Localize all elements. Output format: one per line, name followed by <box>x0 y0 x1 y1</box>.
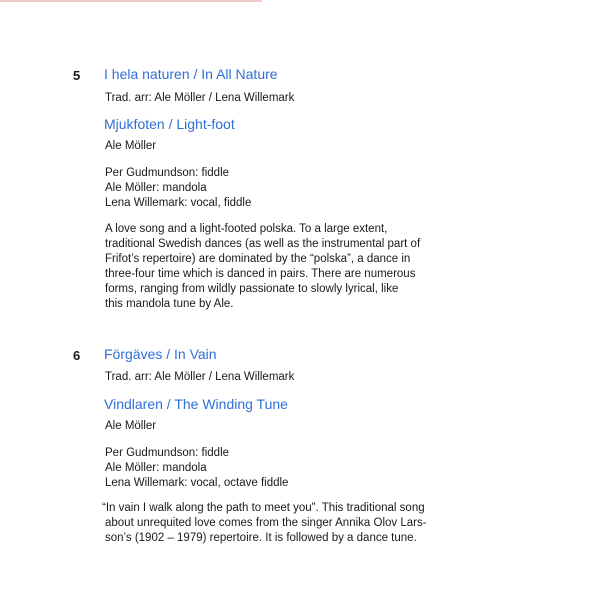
performer-item: Per Gudmundson: fiddle <box>105 447 230 459</box>
description-line: traditional Swedish dances (as well as the instrumental part of <box>105 238 421 250</box>
track-number: 6 <box>73 348 81 363</box>
performer-item: Lena Willemark: vocal, octave fiddle <box>105 477 289 489</box>
track-composer: Ale Möller <box>105 140 157 152</box>
description-line: A love song and a light-footed polska. To a large extent, <box>105 223 388 235</box>
track-arrangement: Trad. arr: Ale Möller / Lena Willemark <box>105 92 295 104</box>
description-line: “In vain I walk along the path to meet you”. This traditional song <box>102 502 425 514</box>
track-description <box>105 222 420 312</box>
performer-item: Ale Möller: mandola <box>105 182 207 194</box>
track-arrangement: Trad. arr: Ale Möller / Lena Willemark <box>105 371 295 383</box>
description-line: forms, ranging from wildly passionate to slowly lyrical, like <box>105 283 399 295</box>
track-number: 5 <box>73 68 81 83</box>
track-title: Förgäves / In Vain <box>104 346 217 362</box>
performer-item: Per Gudmundson: fiddle <box>105 167 230 179</box>
top-rule <box>0 0 262 2</box>
description-line: three-four time which is danced in pairs. There are numerous <box>105 268 416 280</box>
track-composer: Ale Möller <box>105 420 157 432</box>
performer-item: Lena Willemark: vocal, fiddle <box>105 197 252 209</box>
description-line: this mandola tune by Ale. <box>105 298 234 310</box>
track-subtitle: Vindlaren / The Winding Tune <box>104 396 288 412</box>
track-subtitle: Mjukfoten / Light-foot <box>104 116 235 132</box>
track-title: I hela naturen / In All Nature <box>104 66 278 82</box>
description-line: Frifot’s repertoire) are dominated by the “polska”, a dance in <box>105 253 411 265</box>
track-description <box>102 501 427 546</box>
description-line: son’s (1902 – 1979) repertoire. It is followed by a dance tune. <box>105 532 417 544</box>
description-line: about unrequited love comes from the singer Annika Olov Lars- <box>105 517 427 529</box>
performer-list <box>105 166 251 211</box>
performer-item: Ale Möller: mandola <box>105 462 207 474</box>
performer-list <box>105 446 288 491</box>
